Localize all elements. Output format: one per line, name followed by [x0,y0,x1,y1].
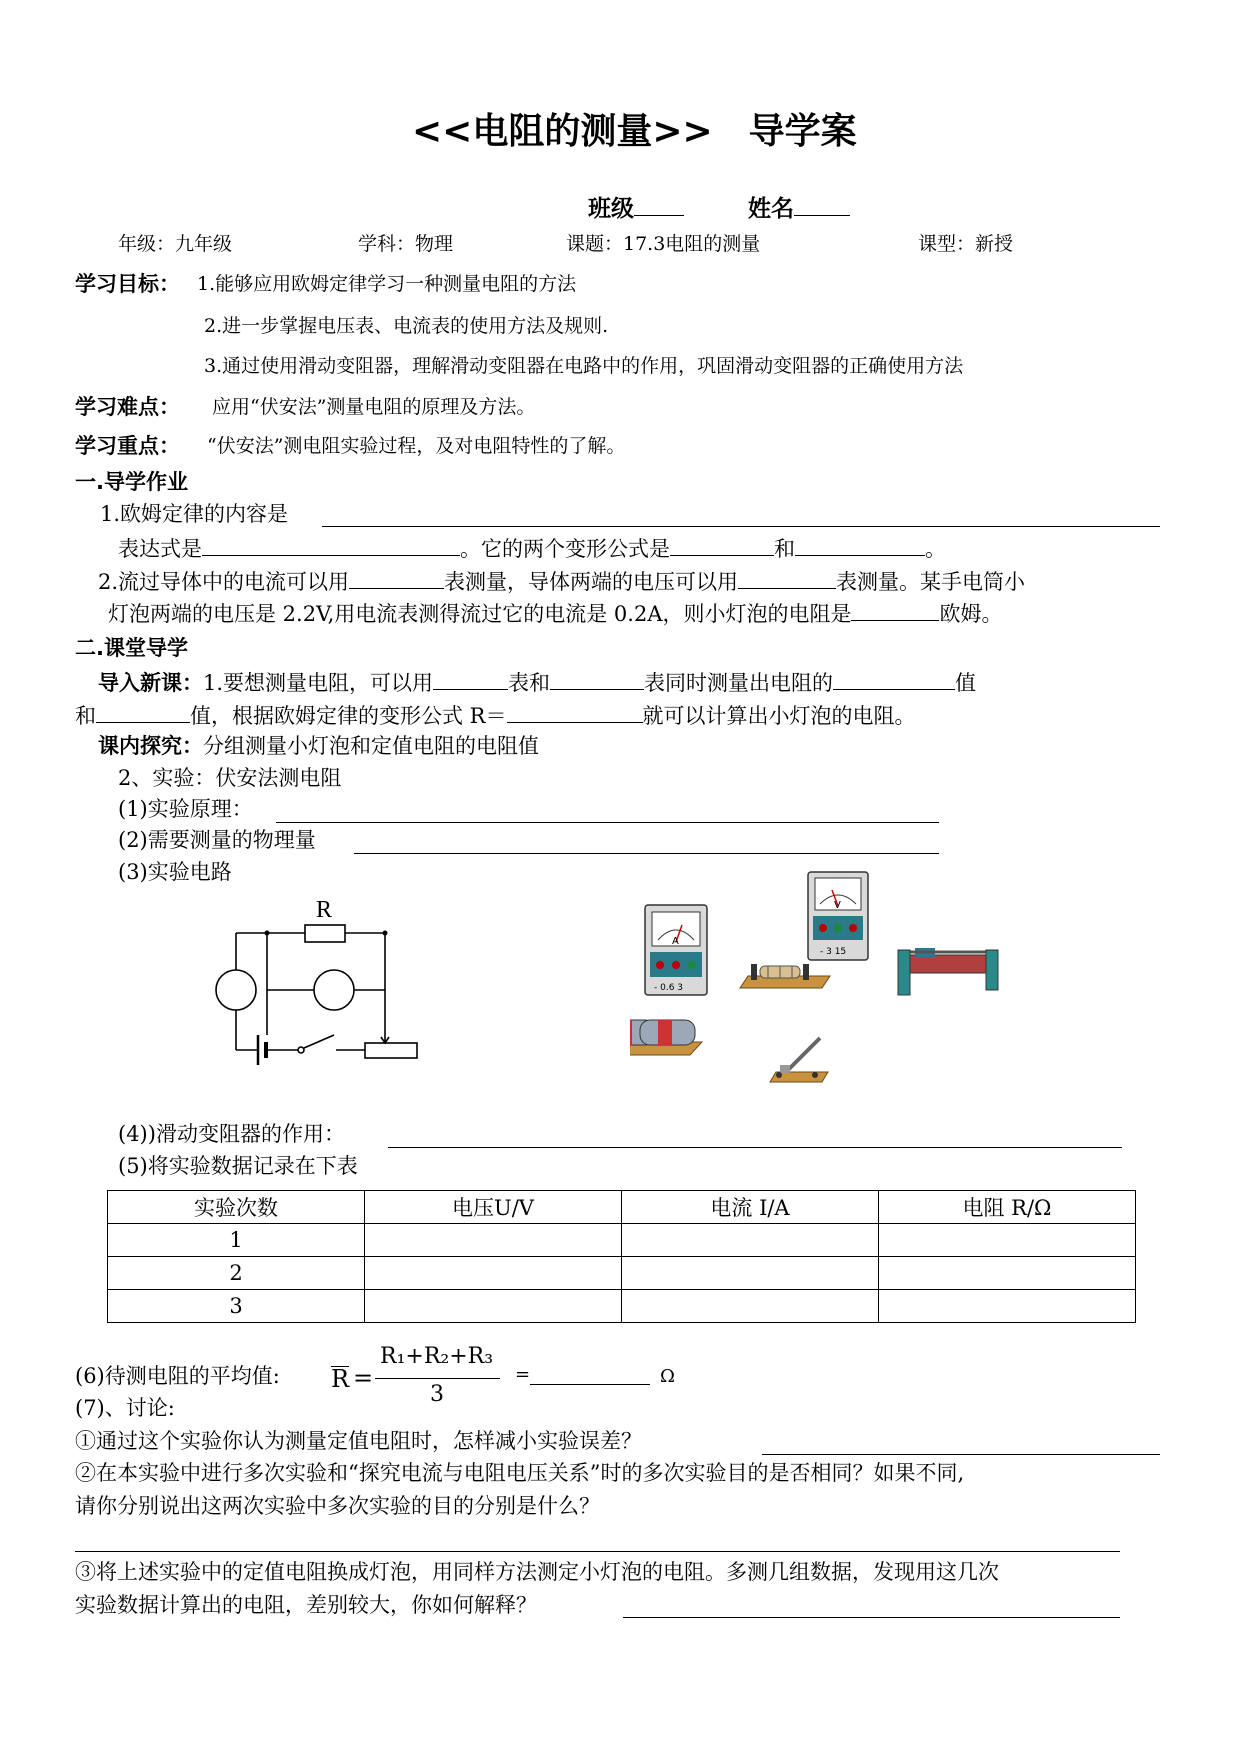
table-cell: 2 [108,1257,365,1290]
table-row [108,1257,1136,1290]
exp-rheostat-blank[interactable] [388,1147,1122,1148]
q1-expr-blank[interactable] [202,537,460,556]
table-cell[interactable] [879,1290,1136,1323]
q1-formula1-blank[interactable] [670,537,774,556]
q1-text: 1.欧姆定律的内容是 [100,502,289,526]
exp-principle: (1)实验原理： [118,797,253,821]
goal-item: 3.通过使用滑动变阻器，理解滑动变阻器在电路中的作用，巩固滑动变阻器的正确使用方法 [204,355,964,377]
table-header: 实验次数 [108,1191,365,1224]
rheostat-device [898,948,998,995]
discussion-heading: (7)、讨论: [75,1396,175,1420]
discussion-q3-line2: 实验数据计算出的电阻，差别较大，你如何解释？ [75,1593,537,1617]
avg-eq2: = [515,1364,531,1385]
q1-blank[interactable] [322,526,1160,527]
svg-text:- 0.6 3: - 0.6 3 [654,983,684,993]
table-cell[interactable] [622,1257,879,1290]
avg-rbar: R [331,1365,350,1393]
q2-voltage-blank[interactable] [738,570,836,589]
difficulty-text: 应用“伏安法”测量电阻的原理及方法。 [212,396,536,418]
goal-item: 1.能够应用欧姆定律学习一种测量电阻的方法 [197,273,577,295]
battery-device [630,1020,702,1055]
rheostat-symbol [365,1043,417,1058]
resistor-symbol [305,925,345,942]
q1-formula2-blank[interactable] [795,537,925,556]
difficulty-label: 学习难点： [75,395,180,419]
table-cell[interactable] [365,1224,622,1257]
ammeter-device [645,905,707,995]
table-cell[interactable] [622,1224,879,1257]
discussion-q2-line2: 请你分别说出这两次实验中多次实验的目的分别是什么？ [75,1494,600,1518]
q1-line2: 表达式是 。它的两个变形公式是 和 。 [118,537,946,561]
q2-line2: 灯泡两端的电压是 2.2V,用电流表测得流过它的电流是 0.2A，则小灯泡的电阻是 欧姆。 [108,602,1003,626]
circuit-diagram [200,885,440,1070]
intro-blank-2[interactable] [550,671,644,690]
exp-quantities-blank[interactable] [354,853,939,854]
focus-label: 学习重点： [75,434,180,458]
intro-blank-4[interactable] [96,704,190,723]
voltmeter-device [808,872,868,960]
intro-blank-1[interactable] [433,671,508,690]
goal-item: 2.进一步掌握电压表、电流表的使用方法及规则. [204,315,609,337]
discussion-q3-line1: ③将上述实验中的定值电阻换成灯泡，用同样方法测定小灯泡的电阻。多测几组数据，发现用这几次 [75,1560,999,1584]
meta-grade: 年级：九年级 [118,233,233,255]
q2-current-blank[interactable] [349,570,444,589]
intro-blank-3[interactable] [833,671,955,690]
intro-line1: 导入新课：1.要想测量电阻，可以用 表和 表同时测量出电阻的 值 [98,671,977,695]
table-cell[interactable] [365,1290,622,1323]
switch-device [770,1038,828,1082]
table-row [108,1290,1136,1323]
discussion-q3-blank[interactable] [623,1617,1120,1618]
avg-numerator: R₁+R₂+R₃ [380,1344,494,1369]
q2-line1: 2.流过导体中的电流可以用 表测量，导体两端的电压可以用 表测量。某手电筒小 [98,570,1026,594]
table-cell: 1 [108,1224,365,1257]
table-row [108,1224,1136,1257]
table-cell[interactable] [365,1257,622,1290]
table-header: 电阻 R/Ω [879,1191,1136,1224]
avg-blank[interactable] [530,1384,650,1385]
table-cell[interactable] [879,1257,1136,1290]
svg-text:A: A [672,936,679,947]
meta-topic: 课题：17.3电阻的测量 [566,233,761,255]
svg-text:V: V [834,900,841,911]
avg-fraction-bar [375,1378,500,1379]
discussion-q1-blank[interactable] [762,1454,1160,1455]
exp-record: (5)将实验数据记录在下表 [118,1154,358,1178]
exp-quantities: (2)需要测量的物理量 [118,828,316,852]
avg-denominator: 3 [430,1382,444,1407]
section2-heading: 二.课堂导学 [75,636,188,660]
meta-subject: 学科：物理 [358,233,454,255]
intro-blank-5[interactable] [507,704,643,723]
exp-principle-blank[interactable] [276,822,939,823]
section1-heading: 一.导学作业 [75,470,188,494]
page-title: <<电阻的测量>> 导学案 [412,111,857,152]
intro-line2: 和 值，根据欧姆定律的变形公式 R＝ 就可以计算出小灯泡的电阻。 [75,704,916,728]
focus-text: “伏安法”测电阻实验过程，及对电阻特性的了解。 [207,435,626,457]
table-cell[interactable] [622,1290,879,1323]
svg-text:- 3 15: - 3 15 [820,947,847,957]
resistor-label: R [316,897,333,923]
table-cell[interactable] [879,1224,1136,1257]
meta-lesson-type: 课型：新授 [918,233,1014,255]
goals-label: 学习目标： [75,272,180,296]
avg-unit: Ω [660,1366,675,1387]
table-header-row [108,1191,1136,1224]
data-table [107,1190,1136,1323]
avg-label: (6)待测电阻的平均值: [75,1364,280,1388]
exp-title: 2、实验：伏安法测电阻 [118,766,342,790]
name-label: 姓名 [748,197,850,221]
discussion-q1: ①通过这个实验你认为测量定值电阻时，怎样减小实验误差？ [75,1429,642,1453]
table-header: 电压U/V [365,1191,622,1224]
name-field[interactable] [794,197,850,216]
discussion-q2-line1: ②在本实验中进行多次实验和“探究电流与电阻电压关系”时的多次实验目的是否相同？如果不同, [75,1461,965,1485]
discussion-q2-blank[interactable] [75,1551,1120,1552]
equipment-illustration [630,870,1010,1095]
table-cell: 3 [108,1290,365,1323]
explore-line: 课内探究：分组测量小灯泡和定值电阻的电阻值 [98,734,539,758]
exp-circuit-label: (3)实验电路 [118,860,232,884]
class-field[interactable] [634,197,684,216]
voltmeter-symbol [216,970,256,1010]
avg-eq1: = [353,1364,374,1392]
table-header: 电流 I/A [622,1191,879,1224]
resistor-device [740,964,830,988]
class-label: 班级 [588,197,684,221]
exp-rheostat-role: (4))滑动变阻器的作用： [118,1122,345,1146]
ammeter-symbol [314,970,354,1010]
q2-resistance-blank[interactable] [851,602,939,621]
